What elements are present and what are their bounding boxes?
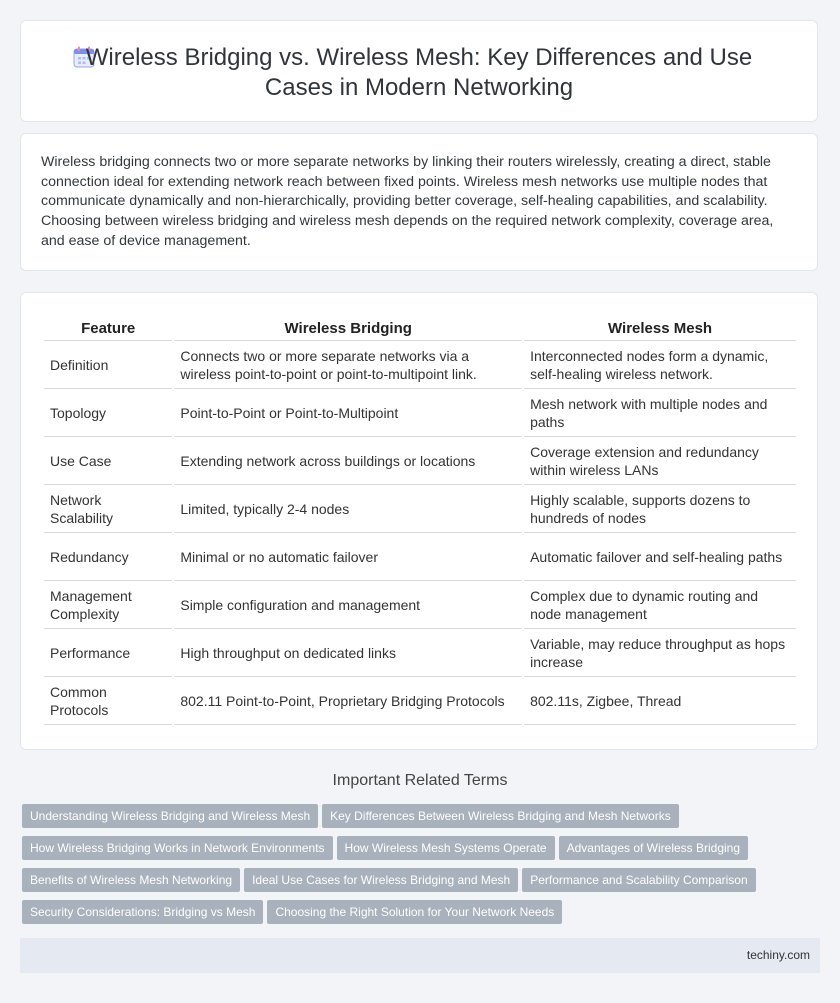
related-term-link[interactable]: Ideal Use Cases for Wireless Bridging and Mesh: [244, 868, 518, 892]
intro-card: [20, 133, 818, 271]
feature-cell: Network Scalability: [44, 485, 172, 533]
page-title: Wireless Bridging vs. Wireless Mesh: Key Differences and Use Cases in Modern Networking: [85, 44, 753, 101]
table-row: [44, 533, 796, 581]
mesh-cell: Highly scalable, supports dozens to hundreds of nodes: [524, 485, 796, 533]
feature-cell: Topology: [44, 389, 172, 437]
related-terms-title: Important Related Terms: [332, 772, 508, 789]
bridging-cell: Limited, typically 2-4 nodes: [174, 485, 522, 533]
bridging-cell: Point-to-Point or Point-to-Multipoint: [174, 389, 522, 437]
mesh-cell: Mesh network with multiple nodes and paths: [524, 389, 796, 437]
bridging-cell: Extending network across buildings or locations: [174, 437, 522, 485]
bridging-cell: Simple configuration and management: [174, 581, 522, 629]
mesh-cell: Coverage extension and redundancy within wireless LANs: [524, 437, 796, 485]
bridging-cell: Minimal or no automatic failover: [174, 533, 522, 581]
feature-cell: Management Complexity: [44, 581, 172, 629]
mesh-cell: Automatic failover and self-healing paths: [524, 533, 796, 581]
mesh-cell: Variable, may reduce throughput as hops increase: [524, 629, 796, 677]
table-row: [44, 581, 796, 629]
mesh-cell: Interconnected nodes form a dynamic, self-healing wireless network.: [524, 341, 796, 389]
footer: [20, 938, 820, 973]
table-row: [44, 677, 796, 725]
bridging-cell: Connects two or more separate networks via a wireless point-to-point or point-to-multipoint link.: [174, 341, 522, 389]
related-term-link[interactable]: Choosing the Right Solution for Your Network Needs: [267, 900, 562, 924]
comparison-table-card: [20, 292, 818, 750]
comparison-table: [42, 313, 798, 725]
related-term-link[interactable]: Advantages of Wireless Bridging: [559, 836, 748, 860]
related-term-link[interactable]: Security Considerations: Bridging vs Mesh: [22, 900, 263, 924]
related-term-link[interactable]: Understanding Wireless Bridging and Wireless Mesh: [22, 804, 318, 828]
table-row: [44, 341, 796, 389]
table-header-row: [44, 313, 796, 341]
mesh-cell: 802.11s, Zigbee, Thread: [524, 677, 796, 725]
header-wireless-mesh: Wireless Mesh: [524, 313, 796, 341]
header-feature: Feature: [44, 313, 172, 341]
table-row: [44, 629, 796, 677]
intro-paragraph: Wireless bridging connects two or more separate networks by linking their routers wirelessly, creating a direct, stable connection ideal for extending network reach between fixed points. Wireless mesh networks use multiple nodes that communicate dynamically and non-hierarchically, providing better coverage, self-healing capabilities, and scalability. Choosing between wireless bridging and wireless mesh depends on the required network complexity, coverage area, and ease of device management.: [41, 154, 774, 249]
related-term-link[interactable]: Performance and Scalability Comparison: [522, 868, 755, 892]
feature-cell: Definition: [44, 341, 172, 389]
table-row: [44, 485, 796, 533]
related-term-link[interactable]: How Wireless Bridging Works in Network Environments: [22, 836, 333, 860]
title-card: [20, 20, 818, 122]
related-term-link[interactable]: Benefits of Wireless Mesh Networking: [22, 868, 240, 892]
feature-cell: Common Protocols: [44, 677, 172, 725]
feature-cell: Performance: [44, 629, 172, 677]
mesh-cell: Complex due to dynamic routing and node management: [524, 581, 796, 629]
related-term-link[interactable]: How Wireless Mesh Systems Operate: [337, 836, 555, 860]
table-row: [44, 437, 796, 485]
feature-cell: Redundancy: [44, 533, 172, 581]
table-row: [44, 389, 796, 437]
footer-site-link[interactable]: techiny.com: [746, 948, 810, 962]
header-wireless-bridging: Wireless Bridging: [174, 313, 522, 341]
related-terms-list: [22, 804, 812, 932]
bridging-cell: 802.11 Point-to-Point, Proprietary Bridging Protocols: [174, 677, 522, 725]
feature-cell: Use Case: [44, 437, 172, 485]
related-term-link[interactable]: Key Differences Between Wireless Bridging and Mesh Networks: [322, 804, 679, 828]
bridging-cell: High throughput on dedicated links: [174, 629, 522, 677]
